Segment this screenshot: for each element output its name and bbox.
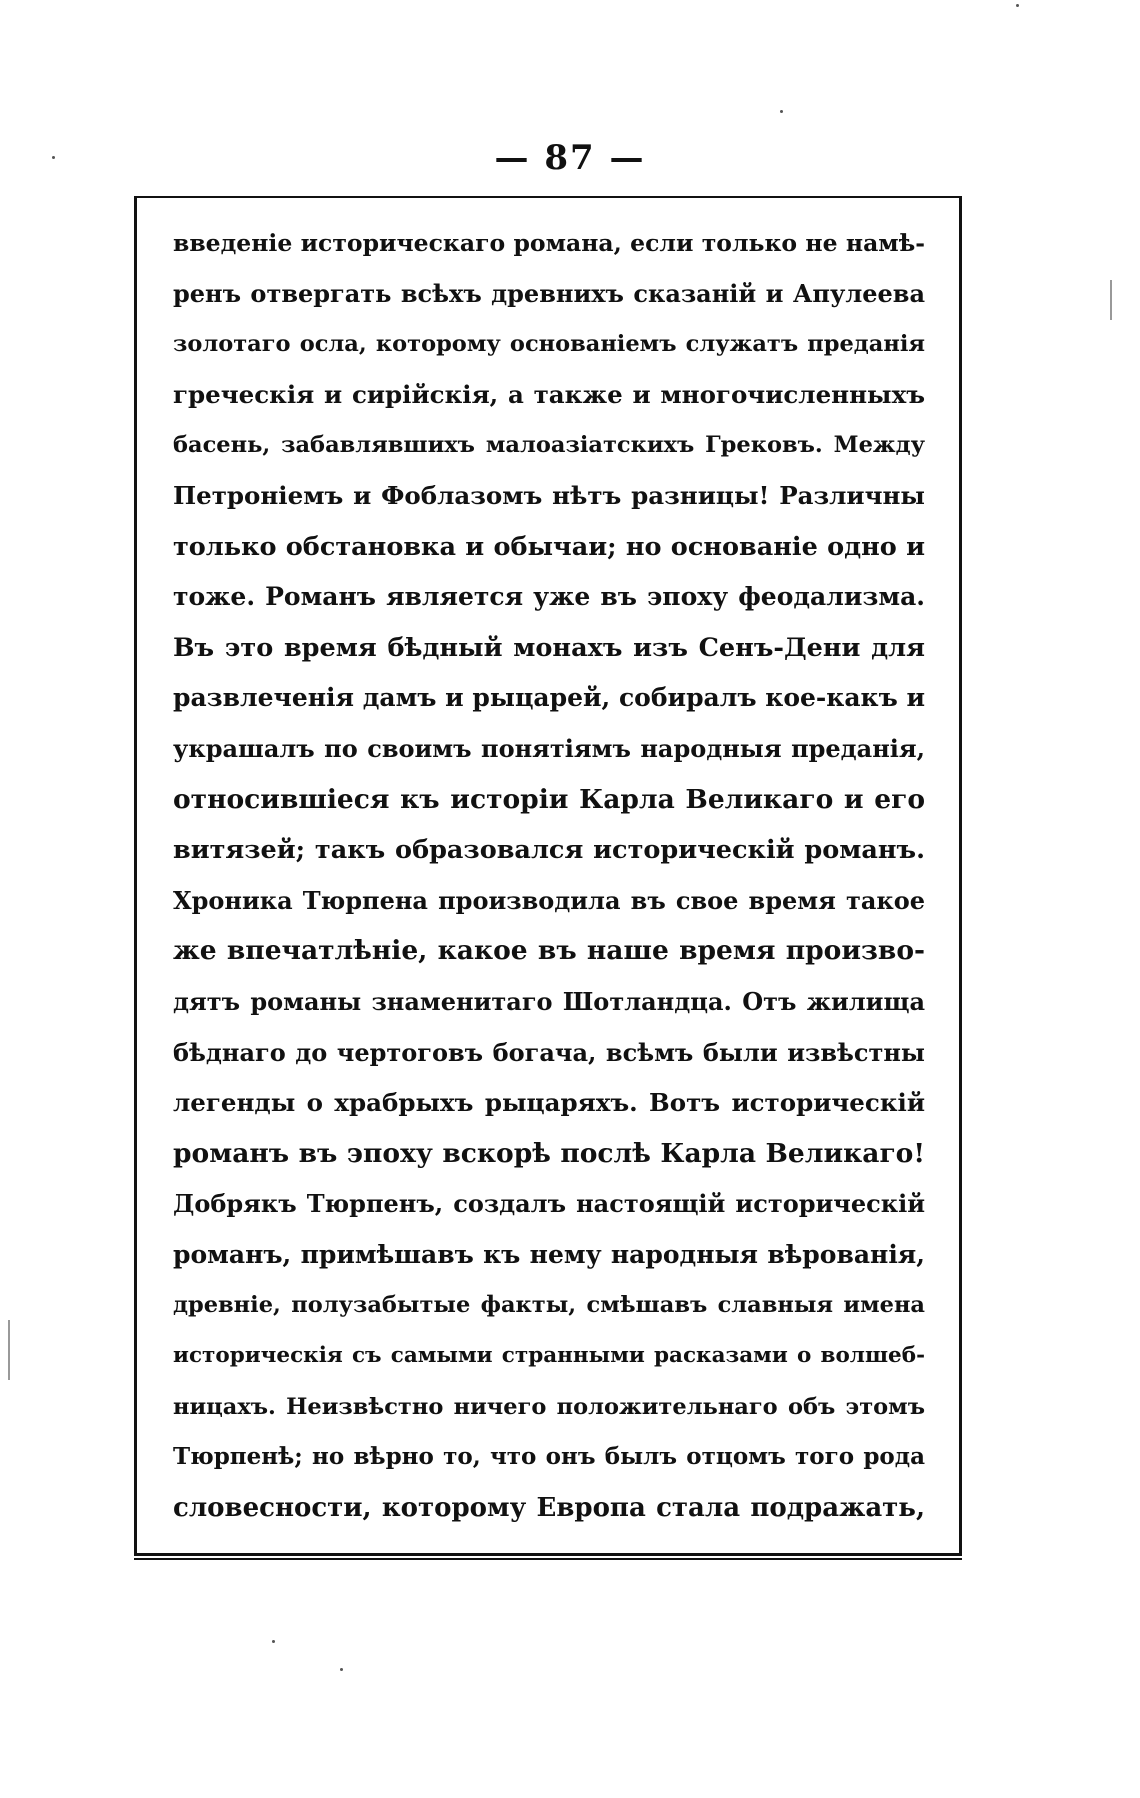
margin-mark [1110, 280, 1112, 320]
text-line: витязей; такъ образовался историческій романъ. [173, 835, 925, 866]
page-number: — 87 — [494, 138, 646, 178]
text-line: же впечатлѣніе, какое въ наше время произво- [173, 935, 925, 967]
text-line: Добрякъ Тюрпенъ, создалъ настоящій историческій [173, 1189, 925, 1219]
text-line: Тюрпенѣ; но вѣрно то, что онъ былъ отцомъ того рода [173, 1443, 925, 1471]
text-line: развлеченія дамъ и рыцарей, собиралъ кое-какъ и [173, 683, 926, 713]
text-line: только обстановка и обычаи; но основаніе одно и [173, 531, 925, 562]
text-line: дятъ романы знаменитаго Шотландца. Отъ жилища [173, 986, 925, 1016]
text-line: Въ это время бѣдный монахъ изъ Сенъ-Дени для [173, 632, 925, 663]
text-line: басень, забавлявшихъ малоазіатскихъ Грековъ. Между [173, 432, 925, 459]
text-frame [134, 196, 962, 1556]
text-line: ренъ отвергать всѣхъ древнихъ сказаній и Апулеева [173, 278, 925, 308]
text-line: украшалъ по своимъ понятіямъ народныя преданія, [173, 733, 925, 763]
scan-speck [1016, 4, 1019, 7]
text-line: введеніе историческаго романа, если только не намѣ- [173, 229, 925, 257]
text-line: Хроника Тюрпена производила въ свое время такое [173, 885, 925, 915]
text-line: греческія и сирійскія, а также и многочисленныхъ [173, 379, 925, 409]
text-line: романъ, примѣшавъ къ нему народныя вѣрованія, [173, 1239, 925, 1269]
text-line: Петроніемъ и Фоблазомъ нѣтъ разницы! Различны [173, 480, 925, 510]
text-body [173, 218, 925, 1533]
text-line: бѣднаго до чертоговъ богача, всѣмъ были извѣстны [173, 1037, 925, 1067]
text-line: историческія съ самыми странными расказами о волшеб- [173, 1343, 925, 1369]
text-line: романъ въ эпоху вскорѣ послѣ Карла Великаго! [173, 1137, 925, 1169]
scan-speck [780, 110, 783, 113]
scan-speck [272, 1640, 275, 1643]
scan-speck [340, 1668, 343, 1671]
text-line: золотаго осла, которому основаніемъ служатъ преданія [173, 331, 925, 358]
text-line: тоже. Романъ является уже въ эпоху феодализма. [173, 582, 925, 612]
text-line: словесности, которому Европа стала подражать, [173, 1492, 925, 1523]
margin-mark [8, 1320, 10, 1380]
text-line: древніе, полузабытые факты, смѣшавъ славныя имена [173, 1292, 925, 1319]
text-line: относившіеся къ исторіи Карла Великаго и его [173, 783, 925, 815]
text-line: легенды о храбрыхъ рыцаряхъ. Вотъ историческій [173, 1088, 925, 1118]
scan-speck [52, 156, 55, 159]
text-line: ницахъ. Неизвѣстно ничего положительнаго объ этомъ [173, 1393, 925, 1420]
